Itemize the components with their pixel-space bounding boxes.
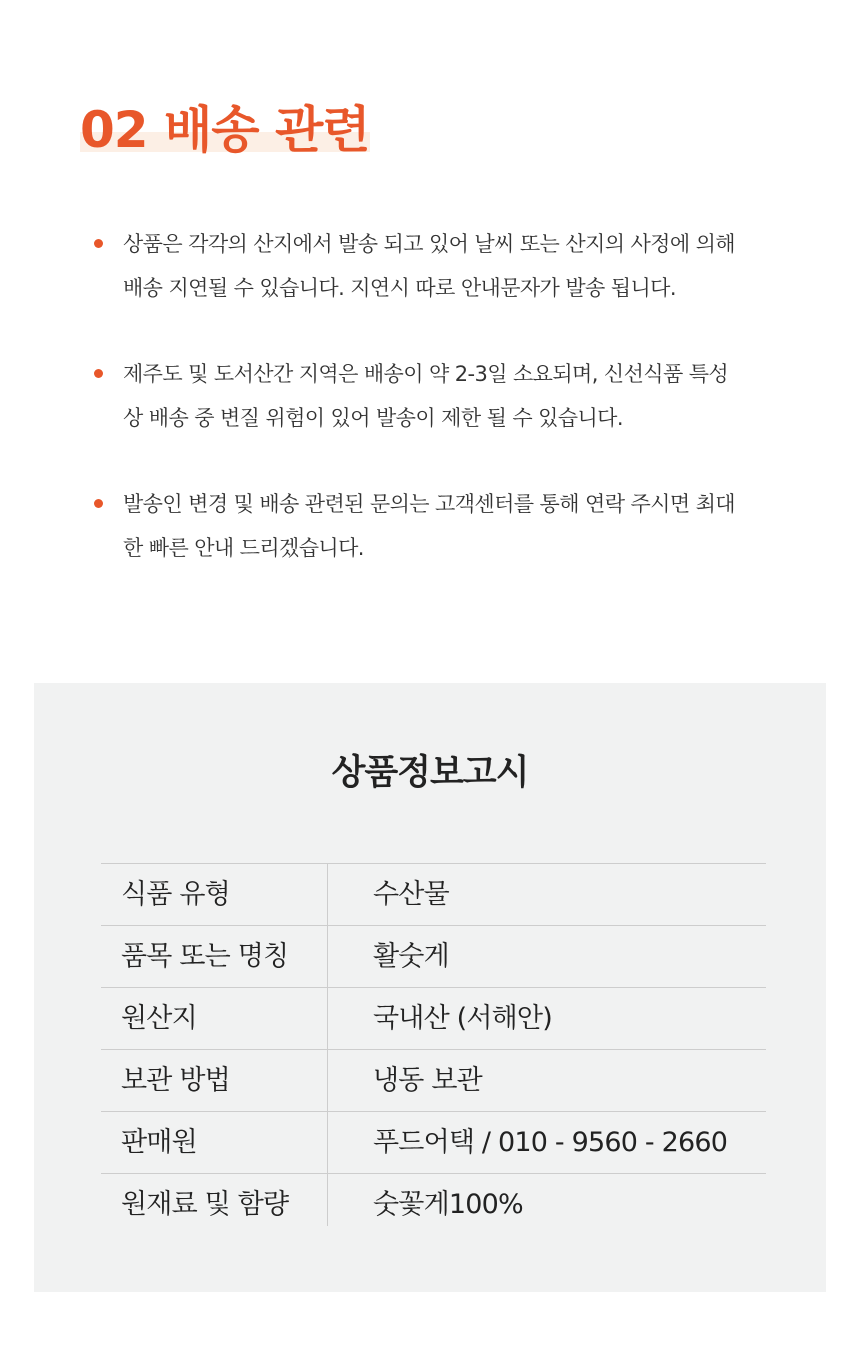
note-line: 발송인 변경 및 배송 관련된 문의는 고객센터를 통해 연락 주시면 최대 — [123, 492, 735, 516]
list-item — [94, 352, 784, 440]
shipping-notes — [94, 222, 784, 612]
table-row — [101, 864, 766, 926]
row-label: 원산지 — [101, 988, 328, 1049]
note-line: 상품은 각각의 산지에서 발송 되고 있어 날씨 또는 산지의 사정에 의해 — [123, 232, 735, 256]
section-title — [80, 98, 370, 162]
list-item — [94, 482, 784, 570]
note-line: 배송 지연될 수 있습니다. 지연시 따로 안내문자가 발송 됩니다. — [123, 276, 676, 300]
section-heading: 배송 관련 — [164, 101, 370, 159]
row-value: 푸드어택 / 010 - 9560 - 2660 — [373, 1127, 728, 1158]
row-label: 식품 유형 — [101, 864, 328, 925]
section-number: 02 — [80, 101, 164, 159]
bullet-dot-icon — [94, 499, 103, 508]
row-value: 냉동 보관 — [373, 1065, 482, 1096]
table-row — [101, 926, 766, 988]
table-row — [101, 1050, 766, 1112]
bullet-dot-icon — [94, 369, 103, 378]
list-item — [94, 222, 784, 310]
table-row — [101, 1174, 766, 1226]
note-line: 한 빠른 안내 드리겠습니다. — [123, 536, 364, 560]
row-value: 활숫게 — [373, 941, 449, 972]
table-row — [101, 1112, 766, 1174]
row-label: 판매원 — [101, 1112, 328, 1173]
bullet-dot-icon — [94, 239, 103, 248]
note-line: 상 배송 중 변질 위험이 있어 발송이 제한 될 수 있습니다. — [123, 406, 623, 430]
row-value: 수산물 — [373, 879, 449, 910]
row-value: 숫꽃게100% — [373, 1189, 523, 1220]
row-label: 품목 또는 명칭 — [101, 926, 328, 987]
row-value: 국내산 (서해안) — [373, 1003, 552, 1034]
note-line: 제주도 및 도서산간 지역은 배송이 약 2-3일 소요되며, 신선식품 특성 — [123, 362, 729, 386]
product-info-table — [101, 863, 766, 1226]
table-row — [101, 988, 766, 1050]
row-label: 원재료 및 함량 — [101, 1174, 328, 1226]
row-label: 보관 방법 — [101, 1050, 328, 1111]
product-info-title: 상품정보고시 — [331, 753, 529, 793]
